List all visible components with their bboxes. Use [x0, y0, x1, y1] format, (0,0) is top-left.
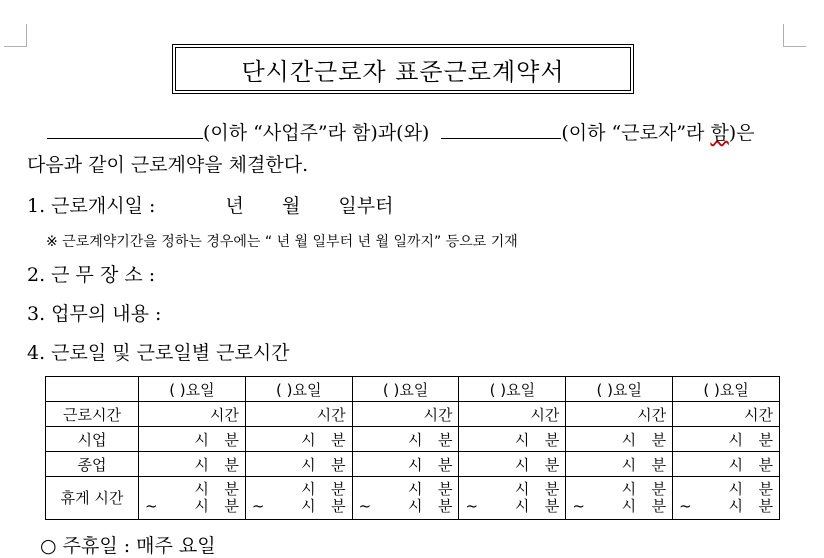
day-header-3[interactable]: ( )요일 — [352, 377, 459, 402]
day-header-1[interactable]: ( )요일 — [139, 377, 246, 402]
end-time-cell[interactable]: 시 분 — [245, 452, 352, 477]
rest-time-cell[interactable]: 시 분 ~ 시 분 — [459, 477, 566, 520]
hours-cell[interactable]: 시간 — [245, 402, 352, 427]
item-1-label: 1. 근로개시일 : — [27, 195, 156, 217]
day-header-4[interactable]: ( )요일 — [459, 377, 566, 402]
row-label-hours: 근로시간 — [46, 402, 139, 427]
table-row-end — [46, 452, 780, 477]
rest-time-cell[interactable]: 시 분 ~ 시 분 — [566, 477, 673, 520]
hours-cell[interactable]: 시간 — [352, 402, 459, 427]
start-time-cell[interactable]: 시 분 — [139, 427, 246, 452]
table-corner-cell — [46, 377, 139, 402]
item-2-workplace: 2. 근 무 장 소 : — [27, 264, 156, 286]
weekly-holiday-line-fragment: ○ 주휴일 : 매주 요일 — [40, 535, 216, 557]
hours-cell[interactable]: 시간 — [459, 402, 566, 427]
start-time-cell[interactable]: 시 분 — [352, 427, 459, 452]
item-1-month: 월 — [281, 195, 301, 217]
table-row-hours — [46, 402, 780, 427]
end-time-cell[interactable]: 시 분 — [352, 452, 459, 477]
hours-cell[interactable]: 시간 — [139, 402, 246, 427]
table-row-rest — [46, 477, 780, 520]
end-time-cell[interactable]: 시 분 — [459, 452, 566, 477]
row-label-rest: 휴게 시간 — [46, 477, 139, 520]
hours-cell[interactable]: 시간 — [673, 402, 780, 427]
page-corner-mark-top-right — [783, 24, 806, 47]
table-row-start — [46, 427, 780, 452]
start-time-cell[interactable]: 시 분 — [245, 427, 352, 452]
day-header-6[interactable]: ( )요일 — [673, 377, 780, 402]
table-header-row — [46, 377, 780, 402]
contract-period-note: ※ 근로계약기간을 정하는 경우에는 “ 년 월 일부터 년 월 일까지” 등으로 기재 — [46, 234, 518, 250]
intro-line-2: 다음과 같이 근로계약을 체결한다. — [27, 154, 309, 176]
row-label-start: 시업 — [46, 427, 139, 452]
start-time-cell[interactable]: 시 분 — [673, 427, 780, 452]
intro-line-1 — [27, 118, 755, 145]
employer-blank[interactable] — [47, 120, 203, 139]
day-header-5[interactable]: ( )요일 — [566, 377, 673, 402]
rest-time-cell[interactable]: 시 분 ~ 시 분 — [139, 477, 246, 520]
employee-suffix-pre: (이하 “근로자”라 — [561, 122, 711, 144]
row-label-end: 종업 — [46, 452, 139, 477]
item-4-work-days-hours: 4. 근로일 및 근로일별 근로시간 — [27, 342, 290, 364]
employee-suffix-post: )은 — [728, 122, 755, 144]
start-time-cell[interactable]: 시 분 — [566, 427, 673, 452]
employee-blank[interactable] — [441, 120, 561, 139]
rest-time-cell[interactable]: 시 분 ~ 시 분 — [352, 477, 459, 520]
page-corner-mark-top-left — [4, 24, 27, 47]
item-1-year: 년 — [225, 195, 244, 217]
item-3-job-description: 3. 업무의 내용 : — [27, 303, 162, 325]
item-1-day: 일부터 — [338, 195, 394, 217]
end-time-cell[interactable]: 시 분 — [673, 452, 780, 477]
work-hours-table — [45, 376, 780, 520]
employee-suffix-wavy: 함 — [710, 122, 729, 144]
employer-suffix: (이하 “사업주”라 함)과(와) — [203, 122, 430, 144]
end-time-cell[interactable]: 시 분 — [139, 452, 246, 477]
end-time-cell[interactable]: 시 분 — [566, 452, 673, 477]
item-1-start-date — [27, 191, 393, 218]
start-time-cell[interactable]: 시 분 — [459, 427, 566, 452]
day-header-2[interactable]: ( )요일 — [245, 377, 352, 402]
hours-cell[interactable]: 시간 — [566, 402, 673, 427]
document-title: 단시간근로자 표준근로계약서 — [175, 47, 631, 91]
rest-time-cell[interactable]: 시 분 ~ 시 분 — [673, 477, 780, 520]
rest-time-cell[interactable]: 시 분 ~ 시 분 — [245, 477, 352, 520]
document-title-box — [172, 44, 634, 94]
